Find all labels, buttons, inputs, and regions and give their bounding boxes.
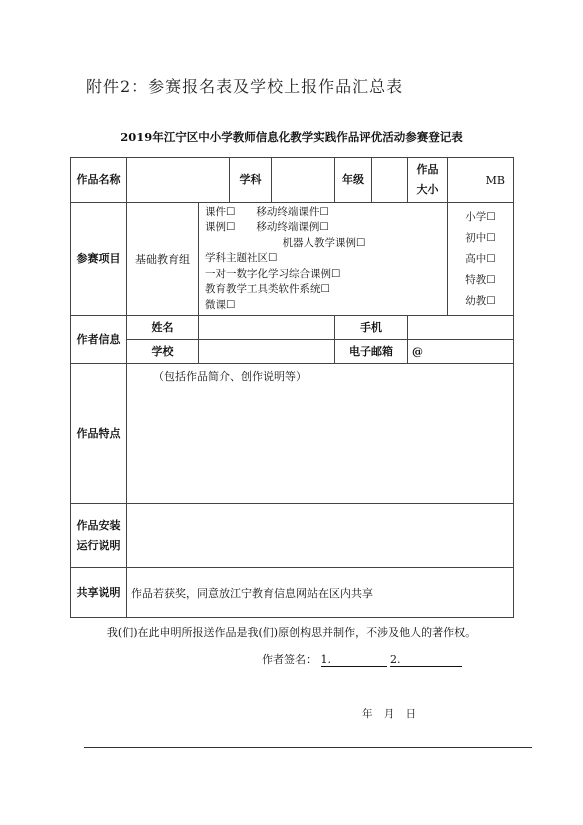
work-name-field[interactable] <box>127 158 230 203</box>
registration-table <box>70 157 514 618</box>
phone-label: 手机 <box>335 316 408 340</box>
group-name: 基础教育组 <box>135 253 190 266</box>
option-software-tool[interactable]: 教育教学工具类软件系统☐ <box>205 283 330 296</box>
footer-divider <box>84 747 532 748</box>
form-title: 2019年江宁区中小学教师信息化教学实践作品评优活动参赛登记表 <box>120 130 463 144</box>
features-field[interactable] <box>127 364 514 504</box>
author-row-1 <box>71 316 514 340</box>
level-special[interactable]: 特教☐ <box>465 273 496 286</box>
option-robot-lesson[interactable]: 机器人教学课例☐ <box>282 236 366 249</box>
level-senior[interactable]: 高中☐ <box>465 252 496 265</box>
author-name-field[interactable] <box>199 316 335 340</box>
grade-field[interactable] <box>372 158 408 203</box>
email-label: 电子邮箱 <box>335 340 408 364</box>
install-field[interactable] <box>127 504 514 568</box>
work-size-field[interactable] <box>448 158 514 203</box>
level-junior[interactable]: 初中☐ <box>465 231 496 244</box>
install-row <box>71 504 514 568</box>
option-one-to-one[interactable]: 一对一数字化学习综合课例☐ <box>205 267 341 280</box>
features-note: （包括作品简介、创作说明等） <box>153 370 307 383</box>
option-lesson[interactable]: 课例☐ 移动终端课例☐ <box>205 221 329 234</box>
school-level-options <box>448 203 514 316</box>
school-label: 学校 <box>127 340 199 364</box>
originality-statement: 我(们)在此申明所报送作品是我(们)原创构思并制作，不涉及他人的著作权。 <box>106 626 477 639</box>
phone-field[interactable] <box>408 316 514 340</box>
install-label: 作品安装运行说明 <box>71 504 127 568</box>
category-options <box>199 203 448 316</box>
category-row <box>71 203 514 316</box>
category-label: 参赛项目 <box>71 203 127 316</box>
share-row <box>71 568 514 618</box>
option-micro-lesson[interactable]: 微课☐ <box>205 298 236 311</box>
level-preschool[interactable]: 幼教☐ <box>465 294 496 307</box>
option-courseware[interactable]: 课件☐ 移动终端课件☐ <box>205 205 329 218</box>
level-primary[interactable]: 小学☐ <box>465 210 496 223</box>
work-name-label: 作品名称 <box>71 158 127 203</box>
option-subject-community[interactable]: 学科主题社区☐ <box>205 252 278 265</box>
work-info-row <box>71 158 514 203</box>
page-heading: 附件2：参赛报名表及学校上报作品汇总表 <box>86 77 404 96</box>
work-size-label: 作品大小 <box>408 158 448 203</box>
date-line: 年 月 日 <box>362 708 417 720</box>
subject-field[interactable] <box>272 158 335 203</box>
signature-line <box>262 651 462 667</box>
signature-field-1[interactable]: 1. <box>321 653 387 667</box>
features-label: 作品特点 <box>71 364 127 504</box>
features-row <box>71 364 514 504</box>
grade-label: 年级 <box>335 158 372 203</box>
group-cell <box>127 203 199 316</box>
author-name-label: 姓名 <box>127 316 199 340</box>
signature-label: 作者签名： <box>262 653 317 666</box>
author-row-2 <box>71 340 514 364</box>
school-field[interactable] <box>199 340 335 364</box>
size-unit: MB <box>485 173 505 187</box>
signature-field-2[interactable]: 2. <box>390 653 462 667</box>
email-field[interactable]: @ <box>408 340 514 364</box>
share-text: 作品若获奖，同意放江宁教育信息网站在区内共享 <box>127 568 514 618</box>
share-label: 共享说明 <box>71 568 127 618</box>
author-info-label: 作者信息 <box>71 316 127 364</box>
subject-label: 学科 <box>230 158 272 203</box>
